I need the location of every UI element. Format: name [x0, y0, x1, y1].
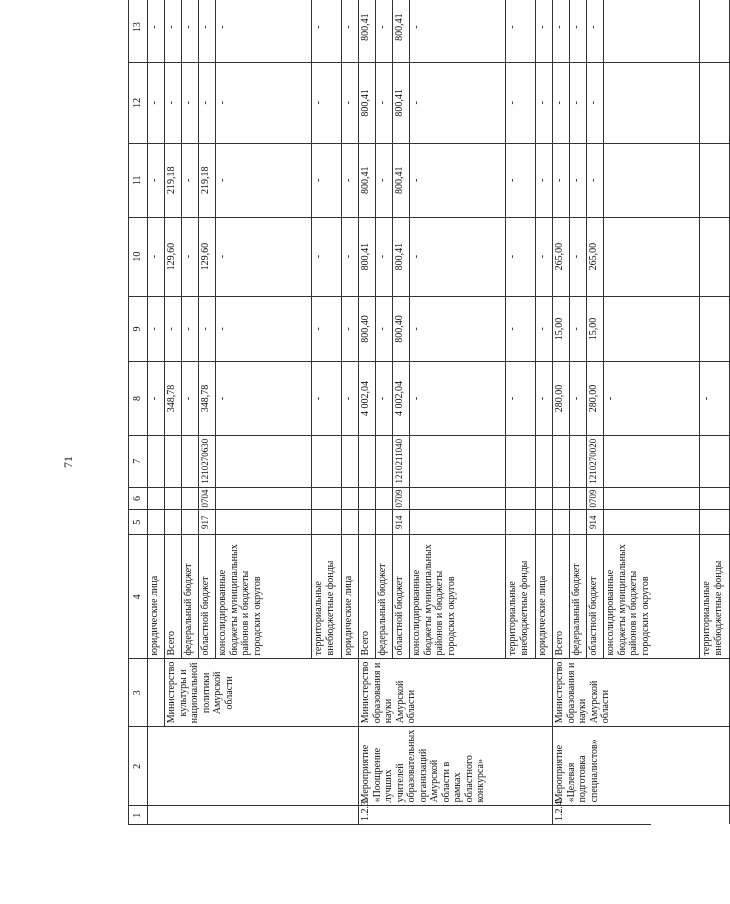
- column-header: 8: [129, 362, 148, 435]
- budget-table-sheet: [128, 0, 724, 825]
- budget-code-cell: [553, 487, 570, 510]
- amount-cell: -: [536, 296, 553, 362]
- budget-code-cell: 1210211040: [393, 435, 410, 487]
- amount-cell: 265,00: [553, 217, 570, 296]
- budget-code-cell: [700, 435, 730, 487]
- amount-cell: 280,00: [553, 362, 570, 435]
- amount-cell: -: [570, 296, 587, 362]
- budget-code-cell: 914: [393, 510, 410, 535]
- amount-cell: -: [553, 144, 570, 217]
- budget-code-cell: [216, 510, 312, 535]
- amount-cell: -: [410, 296, 506, 362]
- amount-cell: -: [182, 217, 199, 296]
- column-header: 6: [129, 487, 148, 510]
- budget-code-cell: 0704: [199, 487, 216, 510]
- funding-source-cell: федеральный бюджет: [182, 535, 199, 659]
- funding-source-cell: областной бюджет: [199, 535, 216, 659]
- amount-cell: -: [312, 62, 342, 143]
- amount-cell: -: [312, 296, 342, 362]
- amount-cell: [700, 0, 730, 62]
- column-header: 1: [129, 806, 148, 824]
- item-name-cell: [148, 727, 359, 806]
- funding-source-cell: консолидированные бюджеты муниципальных районов и бюджеты городских округов: [604, 535, 700, 659]
- amount-cell: 348,78: [199, 362, 216, 435]
- amount-cell: -: [182, 62, 199, 143]
- amount-cell: -: [536, 217, 553, 296]
- amount-cell: 800,41: [359, 0, 376, 62]
- budget-code-cell: [700, 510, 730, 535]
- column-header: 7: [129, 435, 148, 487]
- amount-cell: 800,41: [359, 217, 376, 296]
- budget-code-cell: [604, 510, 700, 535]
- funding-source-cell: территориальные внебюджетные фонды: [312, 535, 342, 659]
- amount-cell: -: [506, 144, 536, 217]
- budget-code-cell: [376, 487, 393, 510]
- budget-code-cell: [182, 510, 199, 535]
- budget-code-cell: [536, 487, 553, 510]
- header-row: [129, 0, 148, 824]
- amount-cell: 800,41: [393, 144, 410, 217]
- budget-code-cell: [342, 487, 359, 510]
- amount-cell: -: [182, 296, 199, 362]
- budget-code-cell: [182, 435, 199, 487]
- amount-cell: -: [570, 217, 587, 296]
- table-row: [553, 0, 570, 824]
- column-header: 9: [129, 296, 148, 362]
- amount-cell: [604, 0, 700, 62]
- budget-code-cell: [312, 435, 342, 487]
- budget-code-cell: [376, 435, 393, 487]
- amount-cell: -: [312, 217, 342, 296]
- budget-code-cell: [506, 510, 536, 535]
- budget-code-cell: [182, 487, 199, 510]
- amount-cell: -: [570, 144, 587, 217]
- funding-source-cell: областной бюджет: [587, 535, 604, 659]
- amount-cell: -: [536, 62, 553, 143]
- funding-source-cell: юридические лица: [342, 535, 359, 659]
- amount-cell: -: [536, 0, 553, 62]
- budget-code-cell: [553, 435, 570, 487]
- amount-cell: -: [536, 144, 553, 217]
- amount-cell: -: [506, 0, 536, 62]
- amount-cell: -: [587, 0, 604, 62]
- funding-source-cell: федеральный бюджет: [376, 535, 393, 659]
- amount-cell: -: [506, 217, 536, 296]
- amount-cell: -: [410, 217, 506, 296]
- amount-cell: 280,00: [587, 362, 604, 435]
- amount-cell: -: [570, 0, 587, 62]
- amount-cell: -: [342, 0, 359, 62]
- budget-code-cell: [216, 487, 312, 510]
- amount-cell: -: [148, 362, 165, 435]
- budget-code-cell: 917: [199, 510, 216, 535]
- executor-cell: Министерство образования и науки Амурской области: [359, 659, 553, 727]
- budget-code-cell: 1210270630: [199, 435, 216, 487]
- budget-code-cell: [165, 510, 182, 535]
- funding-source-cell: областной бюджет: [393, 535, 410, 659]
- funding-source-cell: Всего: [553, 535, 570, 659]
- amount-cell: -: [342, 62, 359, 143]
- funding-source-cell: юридические лица: [536, 535, 553, 659]
- budget-code-cell: [570, 435, 587, 487]
- amount-cell: -: [312, 362, 342, 435]
- amount-cell: 265,00: [587, 217, 604, 296]
- amount-cell: -: [148, 217, 165, 296]
- funding-source-cell: Всего: [359, 535, 376, 659]
- amount-cell: -: [148, 62, 165, 143]
- amount-cell: 800,40: [393, 296, 410, 362]
- amount-cell: 800,41: [393, 62, 410, 143]
- amount-cell: -: [199, 296, 216, 362]
- table-row: [165, 0, 182, 824]
- amount-cell: -: [342, 296, 359, 362]
- amount-cell: -: [216, 144, 312, 217]
- budget-code-cell: [410, 487, 506, 510]
- amount-cell: -: [199, 62, 216, 143]
- amount-cell: [604, 62, 700, 143]
- funding-source-cell: территориальные внебюджетные фонды: [506, 535, 536, 659]
- column-header: 12: [129, 62, 148, 143]
- amount-cell: -: [312, 0, 342, 62]
- column-header: 3: [129, 659, 148, 727]
- budget-code-cell: [700, 487, 730, 510]
- budget-code-cell: [536, 435, 553, 487]
- amount-cell: 15,00: [553, 296, 570, 362]
- item-name-cell: Мероприятие «Поощрение лучших учителей образовательных организаций Амурской области в рамках областного конкурса»: [359, 727, 553, 806]
- amount-cell: [604, 144, 700, 217]
- budget-code-cell: [410, 435, 506, 487]
- amount-cell: 219,18: [165, 144, 182, 217]
- budget-table: [129, 0, 730, 824]
- amount-cell: -: [342, 362, 359, 435]
- amount-cell: -: [587, 62, 604, 143]
- budget-code-cell: 0709: [587, 487, 604, 510]
- item-name-cell: Мероприятие «Целевая подготовка специалистов»: [553, 727, 730, 806]
- amount-cell: [700, 217, 730, 296]
- amount-cell: -: [165, 62, 182, 143]
- amount-cell: -: [216, 62, 312, 143]
- amount-cell: 800,40: [359, 296, 376, 362]
- amount-cell: -: [410, 144, 506, 217]
- amount-cell: -: [570, 62, 587, 143]
- column-header: 4: [129, 535, 148, 659]
- amount-cell: [700, 62, 730, 143]
- amount-cell: 129,60: [165, 217, 182, 296]
- amount-cell: -: [506, 296, 536, 362]
- amount-cell: -: [148, 144, 165, 217]
- amount-cell: -: [376, 144, 393, 217]
- amount-cell: -: [312, 144, 342, 217]
- budget-code-cell: 1210270020: [587, 435, 604, 487]
- amount-cell: -: [376, 362, 393, 435]
- amount-cell: -: [182, 362, 199, 435]
- budget-code-cell: [359, 487, 376, 510]
- amount-cell: 348,78: [165, 362, 182, 435]
- amount-cell: 800,41: [393, 0, 410, 62]
- amount-cell: -: [216, 0, 312, 62]
- column-header: 13: [129, 0, 148, 62]
- amount-cell: -: [376, 217, 393, 296]
- amount-cell: -: [553, 0, 570, 62]
- amount-cell: -: [376, 0, 393, 62]
- budget-code-cell: [342, 435, 359, 487]
- amount-cell: -: [148, 0, 165, 62]
- amount-cell: -: [216, 362, 312, 435]
- amount-cell: [700, 144, 730, 217]
- amount-cell: 4 002,04: [359, 362, 376, 435]
- amount-cell: -: [182, 144, 199, 217]
- budget-code-cell: [148, 487, 165, 510]
- amount-cell: -: [148, 296, 165, 362]
- budget-code-cell: 0709: [393, 487, 410, 510]
- executor-cell: Министерство культуры и национальной политики Амурской области: [165, 659, 359, 727]
- funding-source-cell: федеральный бюджет: [570, 535, 587, 659]
- amount-cell: -: [587, 144, 604, 217]
- amount-cell: -: [216, 217, 312, 296]
- column-header: 10: [129, 217, 148, 296]
- budget-code-cell: [506, 435, 536, 487]
- amount-cell: 800,41: [359, 62, 376, 143]
- amount-cell: 15,00: [587, 296, 604, 362]
- page-number: 71: [61, 456, 75, 468]
- column-header: 5: [129, 510, 148, 535]
- amount-cell: -: [506, 62, 536, 143]
- amount-cell: -: [410, 0, 506, 62]
- amount-cell: -: [165, 0, 182, 62]
- amount-cell: -: [342, 144, 359, 217]
- amount-cell: [604, 296, 700, 362]
- funding-source-cell: консолидированные бюджеты муниципальных районов и бюджеты городских округов: [410, 535, 506, 659]
- amount-cell: -: [165, 296, 182, 362]
- item-number-cell: 1.2.3.: [359, 806, 553, 824]
- executor-cell: Министерство образования и науки Амурской области: [553, 659, 730, 727]
- amount-cell: -: [410, 362, 506, 435]
- amount-cell: -: [376, 296, 393, 362]
- budget-code-cell: [359, 435, 376, 487]
- budget-code-cell: [410, 510, 506, 535]
- funding-source-cell: юридические лица: [148, 535, 165, 659]
- amount-cell: -: [410, 62, 506, 143]
- amount-cell: [604, 217, 700, 296]
- budget-code-cell: [342, 510, 359, 535]
- amount-cell: -: [376, 62, 393, 143]
- table-row: [359, 0, 376, 824]
- amount-cell: -: [216, 296, 312, 362]
- amount-cell: 129,60: [199, 217, 216, 296]
- budget-code-cell: 914: [587, 510, 604, 535]
- budget-code-cell: [553, 510, 570, 535]
- amount-cell: -: [700, 362, 730, 435]
- budget-code-cell: [312, 487, 342, 510]
- budget-code-cell: [312, 510, 342, 535]
- amount-cell: -: [570, 362, 587, 435]
- budget-code-cell: [165, 487, 182, 510]
- budget-code-cell: [570, 510, 587, 535]
- funding-source-cell: консолидированные бюджеты муниципальных районов и бюджеты городских округов: [216, 535, 312, 659]
- budget-code-cell: [165, 435, 182, 487]
- budget-code-cell: [536, 510, 553, 535]
- amount-cell: 219,18: [199, 144, 216, 217]
- empty-cell: [148, 659, 165, 727]
- table-row: [148, 0, 165, 824]
- budget-code-cell: [604, 487, 700, 510]
- budget-code-cell: [359, 510, 376, 535]
- budget-code-cell: [570, 487, 587, 510]
- table-body: [129, 0, 730, 824]
- amount-cell: 800,41: [393, 217, 410, 296]
- column-header: 11: [129, 144, 148, 217]
- budget-code-cell: [148, 510, 165, 535]
- amount-cell: 800,41: [359, 144, 376, 217]
- amount-cell: [700, 296, 730, 362]
- amount-cell: -: [536, 362, 553, 435]
- budget-code-cell: [216, 435, 312, 487]
- item-number-cell: 1.2.4.: [553, 806, 730, 824]
- budget-code-cell: [376, 510, 393, 535]
- funding-source-cell: Всего: [165, 535, 182, 659]
- amount-cell: -: [199, 0, 216, 62]
- amount-cell: -: [604, 362, 700, 435]
- amount-cell: 4 002,04: [393, 362, 410, 435]
- budget-code-cell: [148, 435, 165, 487]
- budget-code-cell: [506, 487, 536, 510]
- amount-cell: -: [553, 62, 570, 143]
- budget-code-cell: [604, 435, 700, 487]
- funding-source-cell: территориальные внебюджетные фонды: [700, 535, 730, 659]
- column-header: 2: [129, 727, 148, 806]
- item-number-cell: [148, 806, 359, 824]
- amount-cell: -: [182, 0, 199, 62]
- amount-cell: -: [506, 362, 536, 435]
- amount-cell: -: [342, 217, 359, 296]
